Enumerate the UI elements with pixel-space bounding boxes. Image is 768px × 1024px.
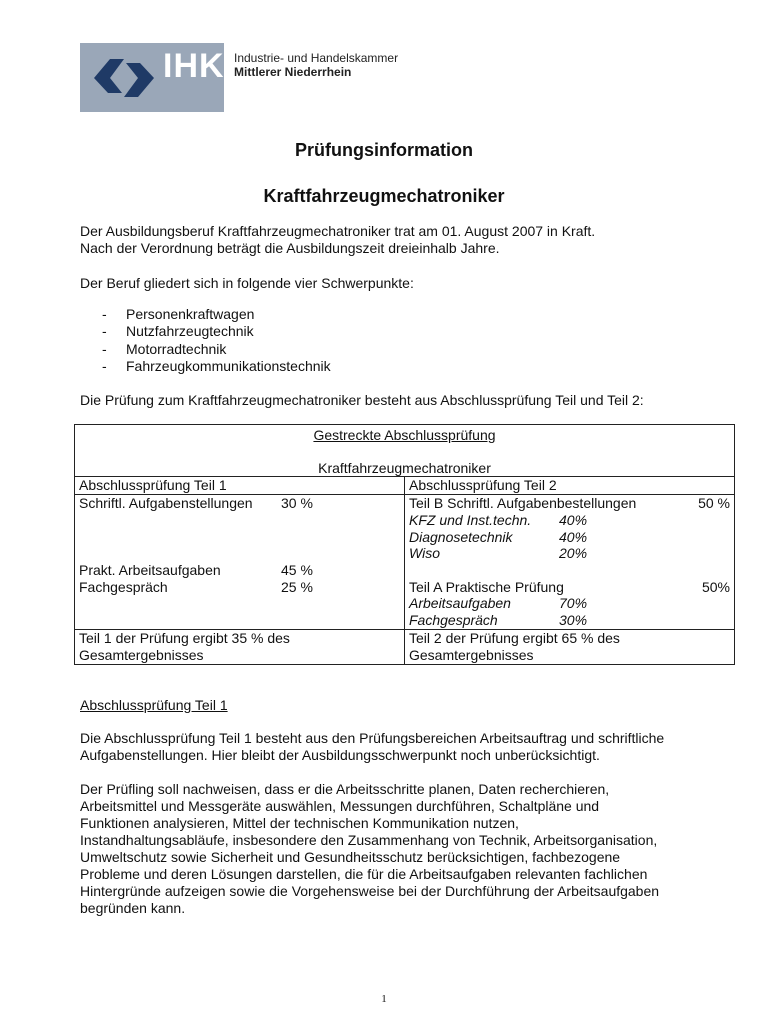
intro-line-1: Der Ausbildungsberuf Kraftfahrzeugmechatroniker trat am 01. August 2007 in Kraft. [80, 223, 596, 239]
para2-line: Umweltschutz sowie Sicherheit und Gesundheitsschutz berücksichtigen, fachbezogene [80, 849, 621, 865]
focus-list [80, 306, 331, 375]
part1-cell [75, 495, 405, 630]
table-subheading: Kraftfahrzeugmechatroniker [318, 459, 491, 476]
p2-b-item: Diagnosetechnik 40% [409, 528, 588, 545]
para1-line: Die Abschlussprüfung Teil 1 besteht aus den Prüfungsbereichen Arbeitsauftrag und schriftliche [80, 730, 665, 746]
p2-b-row: Teil B Schriftl. Aufgabenbestellungen 50 % [409, 495, 730, 512]
p2-a-item: Fachgespräch 30% [409, 612, 588, 629]
list-item: - Personenkraftwagen [102, 306, 255, 322]
ihk-logo [80, 43, 410, 112]
page-number: 1 [381, 993, 387, 1005]
table-heading: Gestreckte Abschlussprüfung [313, 427, 496, 443]
p2-b-item: KFZ und Inst.techn. 40% [409, 511, 588, 528]
org-name-line1: Industrie- und Handelskammer [234, 51, 399, 65]
page-subtitle: Kraftfahrzeugmechatroniker [263, 186, 505, 206]
org-name-line2: Mittlerer Niederrhein [234, 65, 352, 79]
col2-header: Abschlussprüfung Teil 2 [405, 477, 735, 495]
exam-intro: Die Prüfung zum Kraftfahrzeugmechatroniker besteht aus Abschlussprüfung Teil und Teil 2: [80, 392, 644, 408]
part2-summary: Teil 2 der Prüfung ergibt 65 % des Gesamtergebnisses [405, 630, 735, 664]
p2-a-item: Arbeitsaufgaben 70% [409, 595, 588, 612]
page-title: Prüfungsinformation [295, 140, 473, 160]
part2-cell [405, 495, 735, 630]
logo-text: IHK [163, 47, 225, 85]
ihk-emblem-icon [88, 53, 160, 103]
list-item: - Nutzfahrzeugtechnik [102, 323, 254, 340]
intro-line-2: Nach der Verordnung beträgt die Ausbildungszeit dreieinhalb Jahre. [80, 240, 500, 256]
p2-a-row: Teil A Praktische Prüfung 50% [409, 578, 730, 595]
focus-intro: Der Beruf gliedert sich in folgende vier Schwerpunkte: [80, 275, 414, 291]
p1-written-row: Schriftl. Aufgabenstellungen 30 % [79, 495, 313, 512]
table-heading-cell [75, 425, 735, 477]
section-heading: Abschlussprüfung Teil 1 [80, 697, 228, 713]
logo-box [80, 43, 224, 112]
para2-line: Probleme und deren Lösungen darstellen, die für die Arbeitsaufgaben relevanten fachlichen [80, 866, 648, 882]
para2-line: Der Prüfling soll nachweisen, dass er die Arbeitsschritte planen, Daten recherchieren, [80, 781, 610, 797]
list-item: - Fahrzeugkommunikationstechnik [102, 357, 331, 374]
p1-practical-row: Prakt. Arbeitsaufgaben 45 % [79, 561, 313, 578]
para2-line: begründen kann. [80, 900, 186, 916]
p1-talk-row: Fachgespräch 25 % [79, 578, 313, 595]
para1-line: Aufgabenstellungen. Hier bleibt der Ausbildungsschwerpunkt noch unberücksichtigt. [80, 747, 600, 763]
para2-line: Arbeitsmittel und Messgeräte auswählen, Messungen durchführen, Schaltpläne und [80, 798, 600, 814]
list-item: - Motorradtechnik [102, 340, 227, 357]
part1-summary: Teil 1 der Prüfung ergibt 35 % des Gesamtergebnisses [75, 630, 405, 664]
exam-structure-table [74, 424, 735, 665]
para2-line: Instandhaltungsabläufe, insbesondere den Zusammenhang von Technik, Arbeitsorganisation, [80, 832, 658, 848]
para2-line: Hintergründe aufzeigen sowie die Vorgehensweise bei der Durchführung der Arbeitsaufgaben [80, 883, 660, 899]
col1-header: Abschlussprüfung Teil 1 [75, 477, 405, 495]
para2-line: Funktionen analysieren, Mittel der technischen Kommunikation nutzen, [80, 815, 519, 831]
p2-b-item: Wiso 20% [409, 545, 588, 562]
